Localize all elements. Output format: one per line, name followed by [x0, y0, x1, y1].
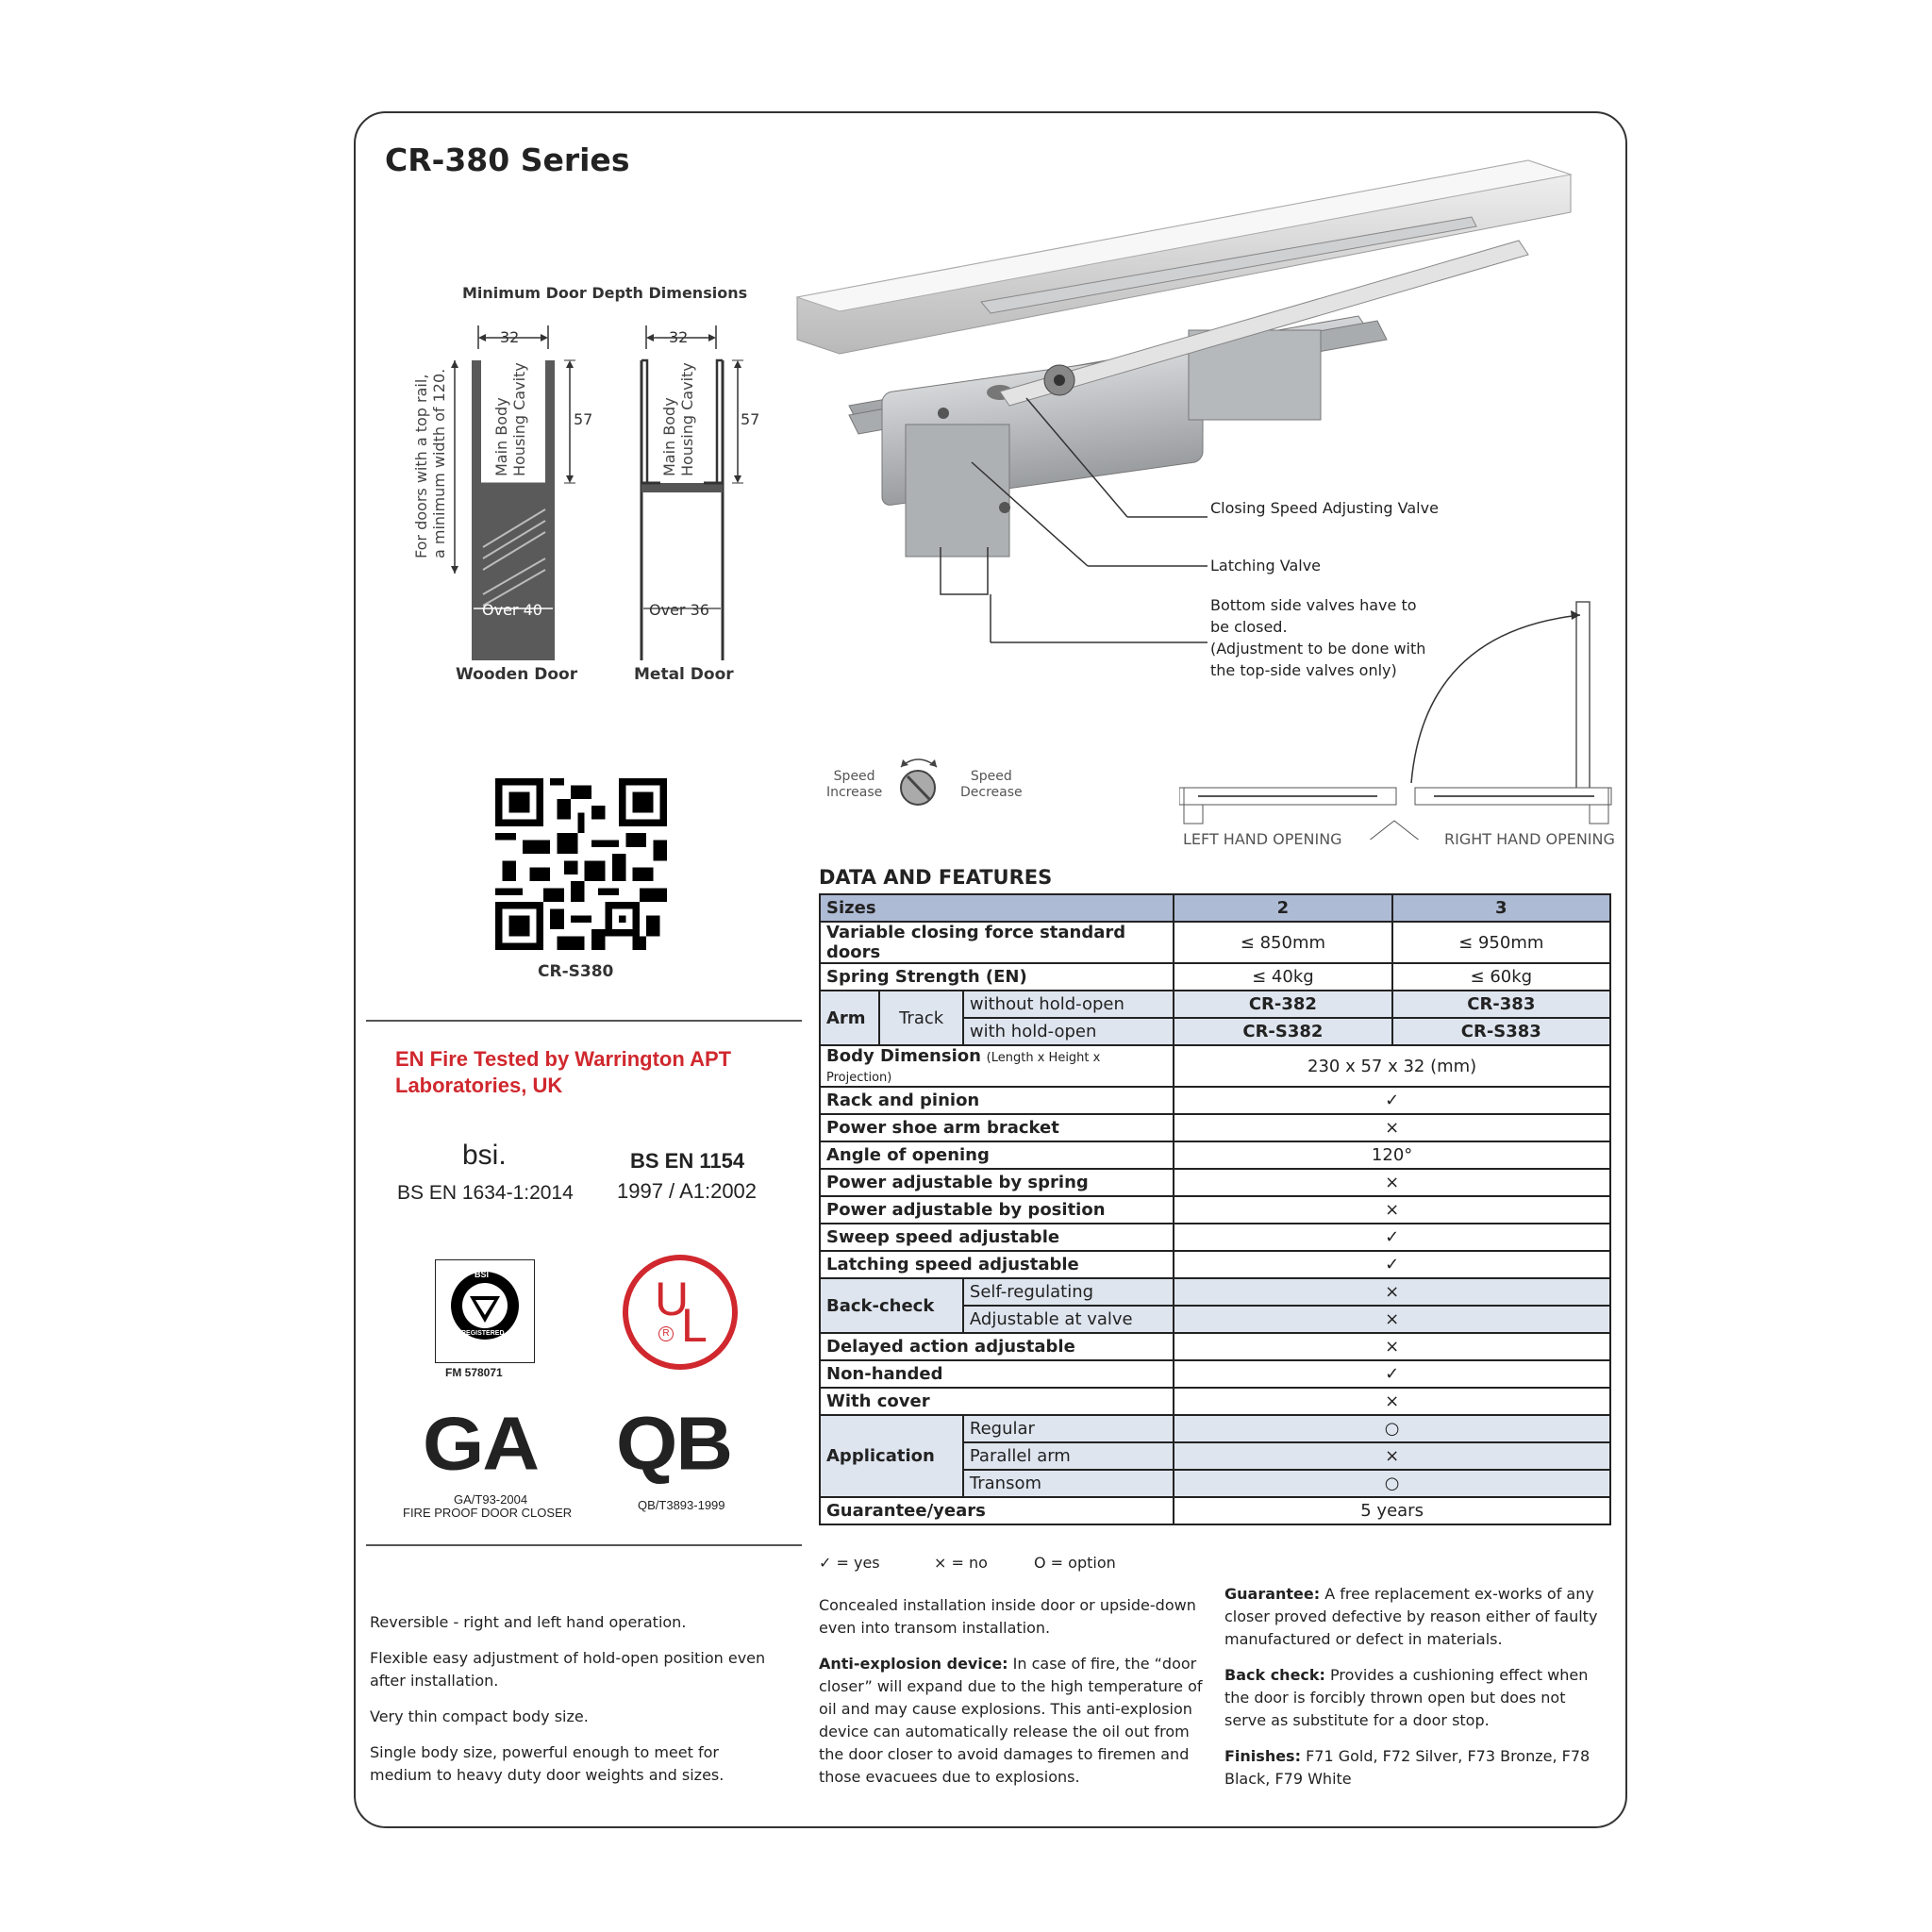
table-row: Back-check Self-regulating × [820, 1278, 1610, 1306]
wooden-depth-label: Over 40 [482, 601, 542, 619]
feature-item: Flexible easy adjustment of hold-open position even after installation. [370, 1649, 766, 1690]
feature-item: Single body size, powerful enough to meet for medium to heavy duty door weights and sizes. [370, 1743, 724, 1784]
bsi-reg-text: BSI [475, 1270, 490, 1279]
divider-bottom [366, 1544, 802, 1546]
bsi-standard: BS EN 1634-1:2014 [397, 1182, 574, 1204]
table-row: Arm Track without hold-open CR-382 CR-383 [820, 991, 1610, 1018]
callout-bottom-valves: Bottom side valves have to be closed. (Adjustment to be done with the top-side valves only) [1210, 596, 1426, 679]
ga-standard: GA/T93-2004 [454, 1492, 528, 1507]
features-list [370, 1611, 785, 1787]
table-row: With cover × [820, 1388, 1610, 1415]
speed-dial-icon [891, 750, 958, 816]
diagram-title: Minimum Door Depth Dimensions [462, 284, 748, 302]
size-2-header: 2 [1174, 894, 1391, 922]
opening-diagram [1179, 594, 1623, 840]
metal-height-label: 57 [741, 410, 760, 428]
feature-item: Reversible - right and left hand operation. [370, 1613, 687, 1631]
qb-standard: QB/T3893-1999 [638, 1498, 725, 1512]
speed-decrease-label: Speed Decrease [960, 769, 1023, 800]
metal-depth-label: Over 36 [649, 601, 709, 619]
back-check-paragraph: Back check: Provides a cushioning effect when the door is forcibly thrown open but does not serve as substitute for a door stop. [1224, 1666, 1589, 1729]
table-row: with hold-open CR-S382 CR-S383 [820, 1018, 1610, 1045]
table-row: Parallel arm × [820, 1442, 1610, 1470]
qr-code [495, 778, 667, 950]
bsi-registered-mark [435, 1259, 535, 1379]
qr-label: CR-S380 [538, 962, 614, 981]
table-title: DATA AND FEATURES [819, 866, 1053, 889]
door-depth-diagram [406, 311, 764, 660]
left-hand-opening-label: LEFT HAND OPENING [1183, 830, 1342, 848]
ga-subtitle: FIRE PROOF DOOR CLOSER [403, 1506, 573, 1520]
metal-cavity-label: Main Body Housing Cavity [660, 362, 696, 476]
legend-yes: ✓ = yes [819, 1554, 880, 1572]
ul-letter-u: U [655, 1273, 690, 1325]
table-row: Angle of opening 120° [820, 1141, 1610, 1169]
ul-registered-mark: R [658, 1326, 674, 1341]
table-row: Non-handed ✓ [820, 1360, 1610, 1388]
finishes-paragraph: Finishes: F71 Gold, F72 Silver, F73 Bronze, F78 Black, F79 White [1224, 1747, 1591, 1788]
wooden-width-label: 32 [500, 328, 520, 346]
metal-width-label: 32 [669, 328, 689, 346]
speed-increase-label: Speed Increase [826, 769, 883, 800]
bs-en-1154-year: 1997 / A1:2002 [617, 1179, 758, 1203]
ul-logo [623, 1255, 738, 1370]
table-row: Transom ○ [820, 1470, 1610, 1497]
sizes-header: Sizes [820, 894, 1174, 922]
ga-logo: GA [423, 1401, 538, 1486]
top-rail-note: For doors with a top rail, a minimum width of 120. [412, 368, 448, 558]
wooden-door-label: Wooden Door [456, 665, 578, 684]
callout-latching-valve: Latching Valve [1210, 557, 1322, 575]
right-column [1224, 1583, 1611, 1790]
table-row: Application Regular ○ [820, 1415, 1610, 1442]
legend-no: × = no [934, 1554, 988, 1572]
table-row: Spring Strength (EN) ≤ 40kg ≤ 60kg [820, 963, 1610, 991]
bsi-logo: bsi. [462, 1140, 507, 1171]
callout-closing-speed: Closing Speed Adjusting Valve [1210, 499, 1439, 517]
anti-explosion-paragraph: Anti-explosion device: In case of fire, the “door closer” will expand due to the high temperature of oil and may cause explosions. This anti-explosion device can automatically release the oil out from the door closer to avoid damages to firemen and those evacuees due to explosions. [819, 1655, 1203, 1786]
table-row: Power adjustable by position × [820, 1196, 1610, 1224]
ul-letter-l: L [681, 1299, 708, 1352]
data-features-table [819, 893, 1611, 1525]
guarantee-paragraph: Guarantee: A free replacement ex-works of any closer proved defective by reason either of faulty manufactured or defect in materials. [1224, 1585, 1598, 1648]
metal-door-label: Metal Door [634, 665, 734, 684]
table-row: Adjustable at valve × [820, 1306, 1610, 1333]
table-row: Rack and pinion ✓ [820, 1087, 1610, 1114]
wooden-cavity-label: Main Body Housing Cavity [492, 362, 528, 476]
fire-tested-heading: EN Fire Tested by Warrington APT Laboratories, UK [395, 1047, 732, 1097]
table-row: Body Dimension (Length x Height x Projection) 230 x 57 x 32 (mm) [820, 1045, 1610, 1087]
table-row: Power shoe arm bracket × [820, 1114, 1610, 1141]
feature-item: Very thin compact body size. [370, 1707, 589, 1725]
right-hand-opening-label: RIGHT HAND OPENING [1444, 830, 1615, 848]
table-row [820, 894, 1610, 922]
table-row: Power adjustable by spring × [820, 1169, 1610, 1196]
divider-top [366, 1020, 802, 1022]
middle-column [819, 1594, 1210, 1789]
legend-option: O = option [1034, 1554, 1116, 1572]
wooden-height-label: 57 [574, 410, 593, 428]
fm-number: FM 578071 [445, 1366, 503, 1379]
bs-en-1154-title: BS EN 1154 [630, 1149, 745, 1173]
table-row: Latching speed adjustable ✓ [820, 1251, 1610, 1278]
table-row: Delayed action adjustable × [820, 1333, 1610, 1360]
concealed-text: Concealed installation inside door or upside-down even into transom installation. [819, 1596, 1196, 1637]
size-3-header: 3 [1392, 894, 1610, 922]
registered-text: REGISTERED [461, 1330, 505, 1337]
qb-logo: QB [616, 1401, 731, 1486]
table-row: Sweep speed adjustable ✓ [820, 1224, 1610, 1251]
table-row: Variable closing force standard doors ≤ 850mm ≤ 950mm [820, 922, 1610, 963]
page-title: CR-380 Series [385, 142, 630, 178]
table-row: Guarantee/years 5 years [820, 1497, 1610, 1524]
